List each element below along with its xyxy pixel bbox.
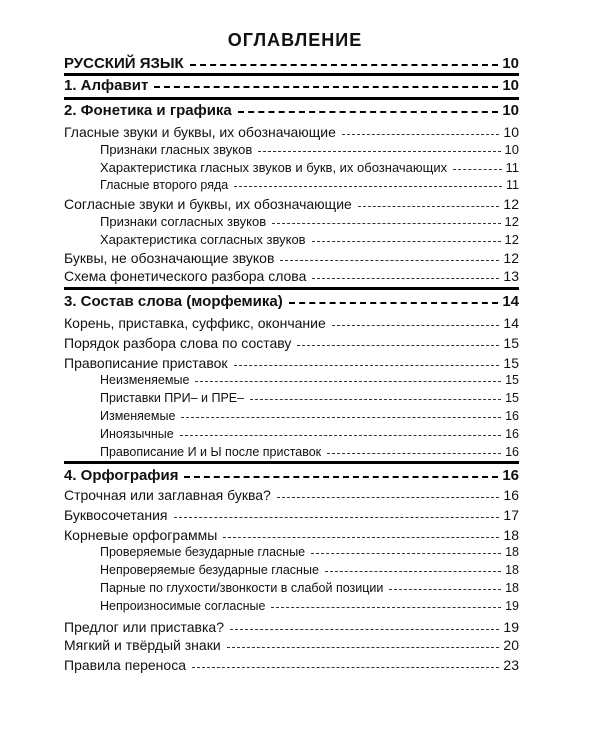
toc-entry[interactable]	[100, 445, 519, 460]
toc-entry-page: 11	[506, 178, 519, 192]
dot-leader	[250, 399, 501, 400]
dot-leader	[174, 517, 500, 518]
toc-entry-title: Неизменяемые	[100, 373, 190, 387]
dot-leader	[223, 537, 499, 538]
toc-entry[interactable]	[100, 563, 519, 578]
dot-leader	[181, 417, 501, 418]
section-rule	[64, 73, 519, 76]
toc-entry[interactable]	[64, 250, 519, 267]
toc-entry-page: 14	[502, 293, 519, 310]
dot-leader	[272, 223, 500, 224]
dot-leader	[192, 667, 499, 668]
toc-entry-page: 20	[503, 637, 519, 653]
dot-leader	[190, 64, 499, 66]
toc-entry-page: 19	[503, 619, 519, 635]
toc-entry-page: 10	[502, 55, 519, 72]
toc-entry[interactable]	[100, 581, 519, 596]
toc-entry[interactable]	[100, 599, 519, 614]
toc-entry-page: 16	[505, 445, 519, 459]
toc-entry-page: 18	[505, 545, 519, 559]
toc-entry-title: Гласные второго ряда	[100, 178, 229, 192]
toc-entry-title: РУССКИЙ ЯЗЫК	[64, 55, 184, 72]
toc-entry[interactable]	[64, 637, 519, 654]
toc-entry-title: Корневые орфограммы	[64, 527, 218, 543]
toc-entry-page: 15	[505, 391, 519, 405]
toc-entry-title: Правила переноса	[64, 657, 186, 673]
toc-entry-title: Характеристика согласных звуков	[100, 232, 306, 247]
toc-entry-page: 11	[505, 160, 519, 175]
toc-entry[interactable]	[64, 196, 519, 213]
dot-leader	[277, 497, 500, 498]
toc-entry[interactable]	[64, 657, 519, 674]
dot-leader	[297, 345, 499, 346]
toc-entry-title: Иноязычные	[100, 427, 174, 441]
toc-entry[interactable]	[100, 391, 519, 406]
toc-entry[interactable]	[64, 487, 519, 504]
toc-entry[interactable]	[64, 355, 519, 372]
toc-entry[interactable]	[64, 619, 519, 636]
toc-entry[interactable]	[100, 232, 519, 248]
toc-entry-page: 16	[503, 487, 519, 503]
toc-entry-title: 1. Алфавит	[64, 77, 149, 94]
toc-entry-title: Схема фонетического разбора слова	[64, 268, 307, 284]
toc-entry-page: 13	[503, 268, 519, 284]
toc-entry-title: Буквы, не обозначающие звуков	[64, 250, 275, 266]
toc-entry-page: 15	[503, 335, 519, 351]
toc-entry-title: Буквосочетания	[64, 507, 168, 523]
toc-section-heading[interactable]	[64, 77, 519, 94]
toc-entry-title: 4. Орфография	[64, 467, 179, 484]
dot-leader	[271, 607, 501, 608]
toc-entry-title: Гласные звуки и буквы, их обозначающие	[64, 124, 336, 140]
dot-leader	[234, 365, 500, 366]
toc-entry[interactable]	[64, 527, 519, 544]
toc-entry-page: 18	[503, 527, 519, 543]
toc-entry-title: Согласные звуки и буквы, их обозначающие	[64, 196, 352, 212]
dot-leader	[180, 435, 501, 436]
toc-entry-title: 2. Фонетика и графика	[64, 102, 232, 119]
toc-entry-title: Мягкий и твёрдый знаки	[64, 637, 221, 653]
toc-entry[interactable]	[64, 124, 519, 141]
toc-entry-title: Приставки ПРИ– и ПРЕ–	[100, 391, 245, 405]
toc-entry-page: 10	[504, 142, 519, 157]
section-rule	[64, 461, 519, 464]
toc-entry-page: 10	[502, 77, 519, 94]
toc-entry[interactable]	[64, 315, 519, 332]
dot-leader	[325, 571, 501, 572]
toc-entry-title: Строчная или заглавная буква?	[64, 487, 271, 503]
page-title: ОГЛАВЛЕНИЕ	[227, 30, 363, 50]
toc-entry[interactable]	[64, 507, 519, 524]
toc-entry[interactable]	[64, 335, 519, 352]
dot-leader	[327, 453, 501, 454]
toc-entry-page: 16	[502, 467, 519, 484]
toc-entry[interactable]	[100, 178, 519, 193]
toc-entry-page: 16	[505, 409, 519, 423]
toc-entry-page: 10	[503, 124, 519, 140]
dot-leader	[258, 151, 500, 152]
toc-entry[interactable]	[100, 160, 519, 176]
section-rule	[64, 287, 519, 290]
toc-entry-page: 23	[503, 657, 519, 673]
toc-entry-page: 19	[505, 599, 519, 613]
toc-entry-title: Непроизносимые согласные	[100, 599, 266, 613]
toc-entry-page: 14	[503, 315, 519, 331]
dot-leader	[154, 86, 498, 88]
toc-entry-page: 18	[505, 563, 519, 577]
dot-leader	[311, 553, 501, 554]
toc-section-heading[interactable]	[64, 55, 519, 72]
toc-entry-title: Правописание приставок	[64, 355, 228, 371]
toc-entry-title: Парные по глухости/звонкости в слабой позиции	[100, 581, 384, 595]
toc-entry-title: Характеристика гласных звуков и букв, их обозначающих	[100, 160, 448, 175]
toc-entry[interactable]	[100, 545, 519, 560]
toc-entry-title: 3. Состав слова (морфемика)	[64, 293, 283, 310]
dot-leader	[312, 278, 499, 279]
toc-section-heading[interactable]	[64, 293, 519, 310]
dot-leader	[227, 647, 500, 648]
toc-entry-title: Порядок разбора слова по составу	[64, 335, 292, 351]
dot-leader	[234, 186, 502, 187]
dot-leader	[238, 111, 499, 113]
toc-entry-title: Предлог или приставка?	[64, 619, 224, 635]
toc-entry[interactable]	[100, 427, 519, 442]
toc-entry-title: Признаки согласных звуков	[100, 214, 267, 229]
toc-entry-page: 15	[503, 355, 519, 371]
toc-entry-page: 12	[504, 232, 519, 247]
toc-entry-title: Признаки гласных звуков	[100, 142, 253, 157]
toc-entry-page: 17	[503, 507, 519, 523]
dot-leader	[358, 206, 500, 207]
toc-entry-page: 16	[505, 427, 519, 441]
toc-entry-page: 18	[505, 581, 519, 595]
toc-entry-title: Корень, приставка, суффикс, окончание	[64, 315, 326, 331]
toc-entry[interactable]	[64, 268, 519, 285]
toc-section-heading[interactable]	[64, 467, 519, 484]
toc-entry-title: Правописание И и Ы после приставок	[100, 445, 322, 459]
toc-entry[interactable]	[100, 214, 519, 230]
toc-entry-title: Непроверяемые безударные гласные	[100, 563, 319, 577]
dot-leader	[195, 381, 501, 382]
toc-entry-title: Проверяемые безударные гласные	[100, 545, 306, 559]
toc-entry-page: 12	[503, 250, 519, 266]
toc-entry[interactable]	[100, 409, 519, 424]
toc-section-heading[interactable]	[64, 102, 519, 119]
dot-leader	[280, 260, 499, 261]
toc-entry-page: 12	[503, 196, 519, 212]
dot-leader	[230, 629, 499, 630]
dot-leader	[453, 169, 501, 170]
dot-leader	[332, 325, 500, 326]
toc-entry-page: 15	[505, 373, 519, 387]
toc-entry[interactable]	[100, 373, 519, 388]
dot-leader	[312, 241, 501, 242]
toc-entry-page: 12	[504, 214, 519, 229]
toc-entry[interactable]	[100, 142, 519, 158]
dot-leader	[342, 134, 500, 135]
toc-entry-title: Изменяемые	[100, 409, 176, 423]
dot-leader	[289, 302, 499, 304]
toc-entry-page: 10	[502, 102, 519, 119]
section-rule	[64, 97, 519, 100]
dot-leader	[389, 589, 501, 590]
dot-leader	[184, 476, 498, 478]
